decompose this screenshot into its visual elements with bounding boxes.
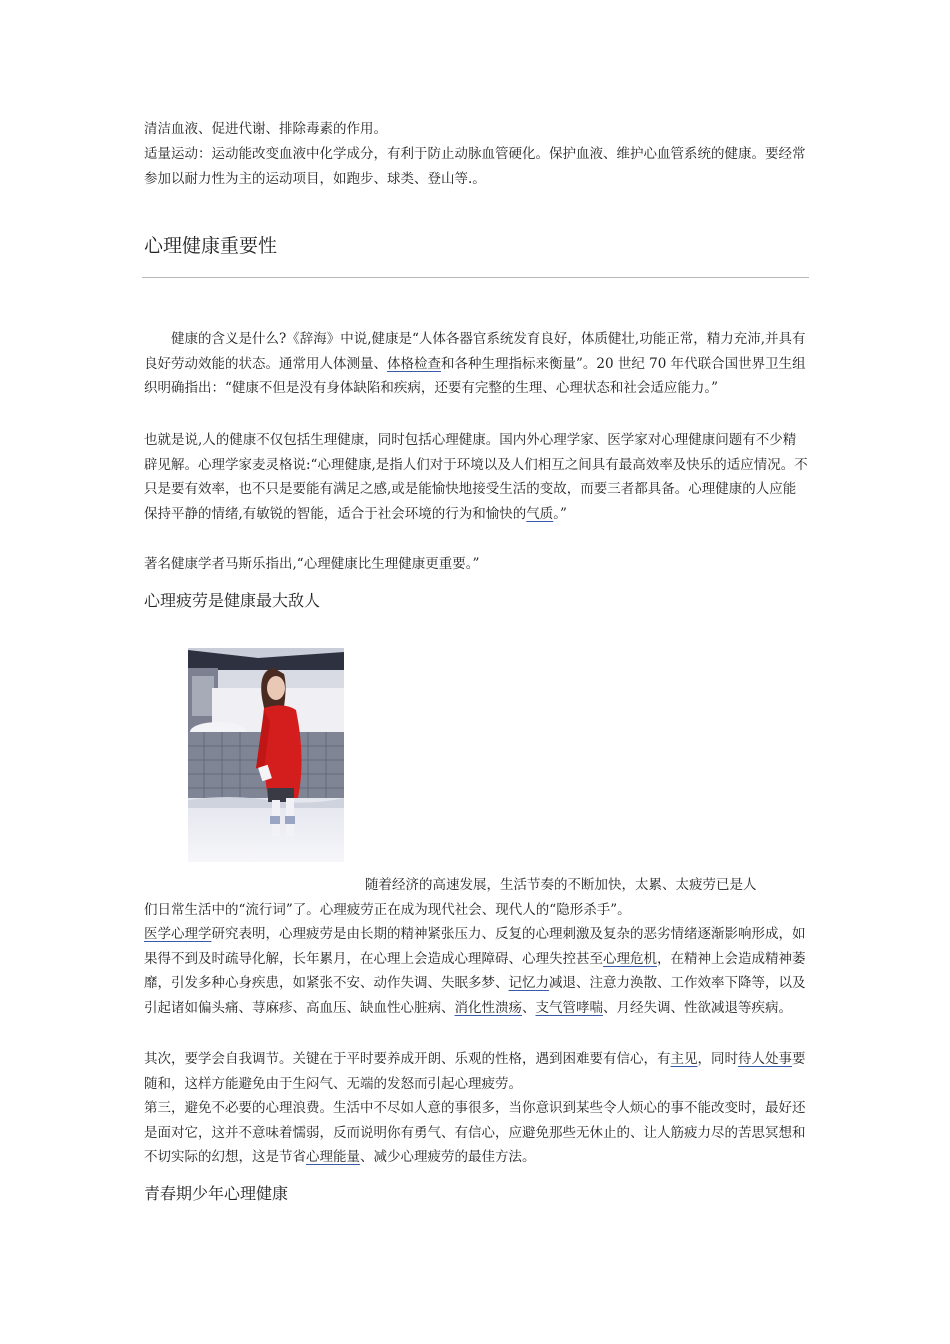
section-divider xyxy=(142,277,809,278)
link-medical-psychology[interactable]: 医学心理学 xyxy=(144,926,212,942)
link-bronchial-asthma[interactable]: 支气管哮喘 xyxy=(535,999,603,1016)
paragraph-text: 也就是说,人的健康不仅包括生理健康，同时包括心理健康。国内外心理学家、医学家对心理健康问题有不少精辟见解。心理学家麦灵格说:“心理健康,是指人们对于环境以及人们相互之间具有最高效率及快乐的适应情况。不只是要有效率，也不只是要能有满足之感,或是能愉快地接受生活的变故，而要三者都具备。心理健康的人应能保持平静的情绪,有敏锐的智能，适合于社会环境的行为和愉快的 xyxy=(144,432,808,522)
paragraph-text: 要随和，这样方能避免由于生闷气、无端的发怒而引起心理疲劳。 xyxy=(144,1051,806,1092)
paragraph-text: 、减少心理疲劳的最佳方法。 xyxy=(360,1149,536,1165)
paragraph-text: ，同时 xyxy=(697,1051,738,1067)
link-physical-exam[interactable]: 体格检查 xyxy=(387,355,441,372)
paragraph-text: 、 xyxy=(522,999,536,1016)
paragraph-text: 第三，避免不必要的心理浪费。生活中不尽如人意的事很多，当你意识到某些令人烦心的事不能改变时，最好还是面对它，这并不意味着懦弱，反而说明你有勇气、有信心，应避免那些无休止的、让人筋疲力尽的苦思冥想和不切实际的幻想，这是节省 xyxy=(144,1100,806,1165)
caption-line: 们日常生活中的“流行词”了。心理疲劳正在成为现代社会、现代人的“隐形杀手”。 xyxy=(144,901,631,918)
avoid-waste-paragraph xyxy=(144,1096,808,1170)
woman-in-snow-photo xyxy=(188,648,344,862)
section-title-adolescent-mental-health: 青春期少年心理健康 xyxy=(144,1184,289,1203)
medical-psychology-paragraph xyxy=(144,922,808,1020)
paragraph-text: ，在精神上会造成精神萎靡，引发多种心身疾患，如紧张不安、动作失调、失眠多梦、 xyxy=(144,950,806,991)
link-psychological-crisis[interactable]: 心理危机 xyxy=(603,950,657,967)
paragraph-text: 。” xyxy=(553,505,567,522)
link-interpersonal-conduct[interactable]: 待人处事 xyxy=(738,1051,792,1067)
photo-caption-paragraph xyxy=(144,873,808,922)
paragraph-text: 和各种生理指标来衡量”。20 世纪 70 年代联合国世界卫生组织明确指出：“健康不但是没有身体缺陷和疾病，还要有完整的生理、心理状态和社会适应能力。” xyxy=(144,355,806,396)
link-temperament[interactable]: 气质 xyxy=(526,505,554,522)
paragraph-text: 健康的含义是什么?《辞海》中说,健康是“人体各器官系统发育良好，体质健壮,功能正常，精力充沛,并具有良好劳动效能的状态。通常用人体测量、 xyxy=(144,331,806,372)
intro-paragraph: 适量运动：运动能改变血液中化学成分，有利于防止动脉血管硬化。保护血液、维护心血管系统的健康。要经常参加以耐力性为主的运动项目，如跑步、球类、登山等.。 xyxy=(144,146,806,187)
paragraph-text: 其次，要学会自我调节。关键在于平时要养成开朗、乐观的性格，遇到困难要有信心，有 xyxy=(144,1051,671,1067)
intro-line: 清洁血液、促进代谢、排除毒素的作用。 xyxy=(144,121,387,137)
health-definition-paragraph xyxy=(144,327,808,401)
self-regulation-paragraph xyxy=(144,1047,808,1096)
paragraph-text: 研究表明，心理疲劳是由长期的精神紧张压力、反复的心理刺激及复杂的恶劣情绪逐渐影响形成，如果得不到及时疏导化解，长年累月，在心理上会造成心理障碍、心理失控甚至 xyxy=(144,926,806,967)
mental-health-paragraph xyxy=(144,428,808,526)
link-peptic-ulcer[interactable]: 消化性溃疡 xyxy=(454,999,522,1016)
paragraph-text: 、月经失调、性欲减退等疾病。 xyxy=(603,999,792,1016)
link-memory[interactable]: 记忆力 xyxy=(508,975,549,991)
caption-line: 随着经济的高速发展，生活节奏的不断加快，太累、太疲劳已是人 xyxy=(365,877,757,893)
section-title-mental-health-importance: 心理健康重要性 xyxy=(144,235,278,257)
maslow-quote: 著名健康学者马斯乐指出,“心理健康比生理健康更重要。” xyxy=(144,556,480,572)
section-title-mental-fatigue: 心理疲劳是健康最大敌人 xyxy=(144,591,321,610)
link-own-opinion[interactable]: 主见 xyxy=(670,1051,698,1067)
paragraph-text: 减退、注意力涣散、工作效率下降等，以及引起诸如偏头痛、荨麻疹、高血压、缺血性心脏病、 xyxy=(144,975,806,1016)
link-psychological-energy[interactable]: 心理能量 xyxy=(306,1149,360,1165)
